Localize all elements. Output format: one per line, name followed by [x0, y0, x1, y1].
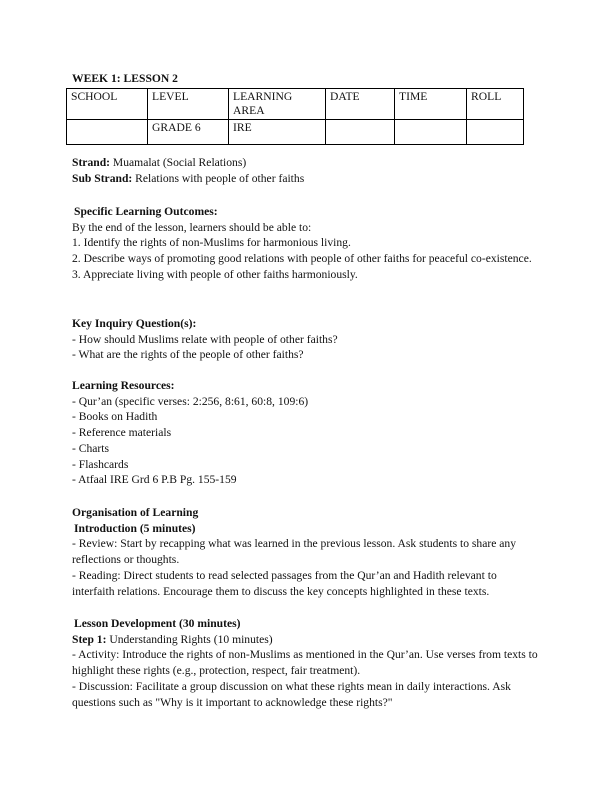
list-item: - Atfaal IRE Grd 6 P.B Pg. 155-159 — [72, 473, 237, 487]
list-item: - Discussion: Facilitate a group discussion on what these rights mean in daily interactions. Ask questions such as "Why is it important to acknowledge these rights?" — [72, 679, 511, 709]
introduction-heading: Introduction (5 minutes) — [74, 521, 196, 535]
list-item: - What are the rights of the people of other faiths? — [72, 348, 304, 362]
table-header-cell: ROLL — [467, 89, 524, 120]
resources-section — [72, 378, 542, 488]
table-header-cell: TIME — [395, 89, 467, 120]
outcomes-heading: Specific Learning Outcomes: — [74, 205, 218, 218]
table-row — [67, 120, 524, 145]
strand-label: Strand: — [72, 156, 111, 169]
list-item: - Charts — [72, 441, 110, 455]
outcomes-intro: By the end of the lesson, learners should be able to: — [72, 220, 312, 234]
list-item: 3. Appreciate living with people of other faiths harmoniously. — [72, 267, 358, 281]
strand-value: Muamalat (Social Relations) — [112, 156, 247, 169]
inquiry-section — [72, 316, 542, 363]
strand-line — [72, 155, 542, 171]
outcomes-section — [72, 204, 542, 283]
step-line — [72, 632, 542, 648]
inquiry-heading: Key Inquiry Question(s): — [72, 317, 197, 330]
list-item: - How should Muslims relate with people of other faiths? — [72, 332, 338, 346]
list-item: - Qur’an (specific verses: 2:256, 8:61, 60:8, 109:6) — [72, 394, 309, 408]
table-header-cell: LEVEL — [148, 89, 229, 120]
table-header-cell: SCHOOL — [67, 89, 148, 120]
table-cell — [67, 120, 148, 145]
table-header-row — [67, 89, 524, 120]
sub-strand-label: Sub Strand: — [72, 171, 133, 185]
table-cell — [467, 120, 524, 145]
table-header-cell: DATE — [326, 89, 395, 120]
development-heading: Lesson Development (30 minutes) — [74, 617, 241, 630]
table-cell — [395, 120, 467, 145]
list-item: - Review: Start by recapping what was learned in the previous lesson. Ask students to share any reflections or thoughts. — [72, 537, 517, 567]
step-label: Step 1: — [72, 632, 107, 646]
list-item: - Books on Hadith — [72, 410, 158, 424]
step-value: Understanding Rights (10 minutes) — [109, 632, 273, 646]
sub-strand-value: Relations with people of other faiths — [135, 171, 305, 185]
list-item: - Activity: Introduce the rights of non-Muslims as mentioned in the Qur’an. Use verses from texts to highlight these rights (e.g., protection, respect, fair treatment). — [72, 648, 538, 678]
table-cell: GRADE 6 — [148, 120, 229, 145]
list-item: 2. Describe ways of promoting good relations with people of other faiths for peaceful co-existence. — [72, 252, 532, 266]
list-item: - Reference materials — [72, 426, 172, 440]
lesson-info-table — [66, 88, 524, 145]
organisation-section — [72, 505, 542, 599]
resources-heading: Learning Resources: — [72, 379, 175, 392]
list-item: - Reading: Direct students to read selected passages from the Qur’an and Hadith relevant to interfaith relations. Encourage them to discuss the key concepts highlighted in these texts. — [72, 568, 497, 598]
development-section — [72, 616, 542, 710]
table-header-cell: LEARNING AREA — [229, 89, 326, 120]
organisation-heading: Organisation of Learning — [72, 506, 199, 519]
strand-section — [72, 155, 542, 186]
table-cell — [326, 120, 395, 145]
table-cell: IRE — [229, 120, 326, 145]
sub-strand-line — [72, 171, 542, 187]
lesson-title-text: WEEK 1: LESSON 2 — [72, 72, 178, 85]
lesson-title — [72, 71, 542, 87]
list-item: - Flashcards — [72, 457, 129, 471]
list-item: 1. Identify the rights of non-Muslims for harmonious living. — [72, 236, 351, 250]
